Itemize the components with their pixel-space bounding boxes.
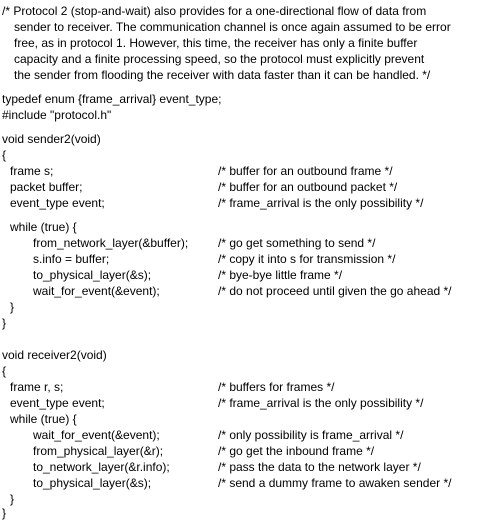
sender-close-brace: } xyxy=(2,316,7,330)
sender-body-code: s.info = buffer; xyxy=(33,252,110,266)
sender-while-close: } xyxy=(10,300,15,314)
receiver-decl-comment: /* frame_arrival is the only possibility */ xyxy=(218,396,424,410)
header-comment-line: capacity and a finite processing speed, so the protocol must explicitly prevent xyxy=(14,52,425,66)
sender-decl-comment: /* buffer for an outbound packet */ xyxy=(218,180,398,194)
receiver-body-comment: /* send a dummy frame to awaken sender */ xyxy=(218,476,452,490)
receiver-body-comment: /* go get the inbound frame */ xyxy=(218,444,375,458)
sender-body-code: wait_for_event(&event); xyxy=(33,284,160,298)
receiver-body-comment: /* only possibility is frame_arrival */ xyxy=(218,428,404,442)
receiver-body-code: from_physical_layer(&r); xyxy=(33,444,164,458)
sender-body-comment: /* do not proceed until given the go ahead */ xyxy=(218,284,452,298)
header-comment-line: free, as in protocol 1. However, this time, the receiver has only a finite buffer xyxy=(14,36,418,50)
receiver-close-brace: } xyxy=(2,506,7,520)
sender-decl-code: event_type event; xyxy=(10,196,105,210)
sender-decl-comment: /* buffer for an outbound frame */ xyxy=(218,164,393,178)
sender-body-comment: /* go get something to send */ xyxy=(218,236,376,250)
receiver-body-code: wait_for_event(&event); xyxy=(33,428,160,442)
header-comment-line: the sender from flooding the receiver with data faster than it can be handled. */ xyxy=(14,68,431,82)
header-comment-line: /* Protocol 2 (stop-and-wait) also provides for a one-directional flow of data from xyxy=(2,4,427,18)
sender-body-code: from_network_layer(&buffer); xyxy=(33,236,189,250)
receiver-open-brace: { xyxy=(2,364,7,378)
typedef-line: typedef enum {frame_arrival} event_type; xyxy=(2,92,222,106)
sender-body-code: to_physical_layer(&s); xyxy=(33,268,152,282)
receiver-while-line: while (true) { xyxy=(10,412,77,426)
header-comment-line: sender to receiver. The communication channel is once again assumed to be error xyxy=(14,20,451,34)
sender-decl-comment: /* frame_arrival is the only possibility */ xyxy=(218,196,424,210)
sender-decl-code: frame s; xyxy=(10,164,54,178)
receiver-decl-code: frame r, s; xyxy=(10,380,64,394)
sender-decl-code: packet buffer; xyxy=(10,180,83,194)
receiver-body-code: to_physical_layer(&s); xyxy=(33,476,152,490)
receiver-body-code: to_network_layer(&r.info); xyxy=(33,460,170,474)
sender-body-comment: /* copy it into s for transmission */ xyxy=(218,252,396,266)
sender-while-line: while (true) { xyxy=(10,220,77,234)
receiver-while-close: } xyxy=(10,492,15,506)
sender-open-brace: { xyxy=(2,148,7,162)
receiver-signature: void receiver2(void) xyxy=(2,348,107,362)
sender-body-comment: /* bye-bye little frame */ xyxy=(218,268,343,282)
receiver-body-comment: /* pass the data to the network layer */ xyxy=(218,460,421,474)
receiver-decl-code: event_type event; xyxy=(10,396,105,410)
receiver-decl-comment: /* buffers for frames */ xyxy=(218,380,335,394)
include-line: #include "protocol.h" xyxy=(2,108,112,122)
sender-signature: void sender2(void) xyxy=(2,132,101,146)
